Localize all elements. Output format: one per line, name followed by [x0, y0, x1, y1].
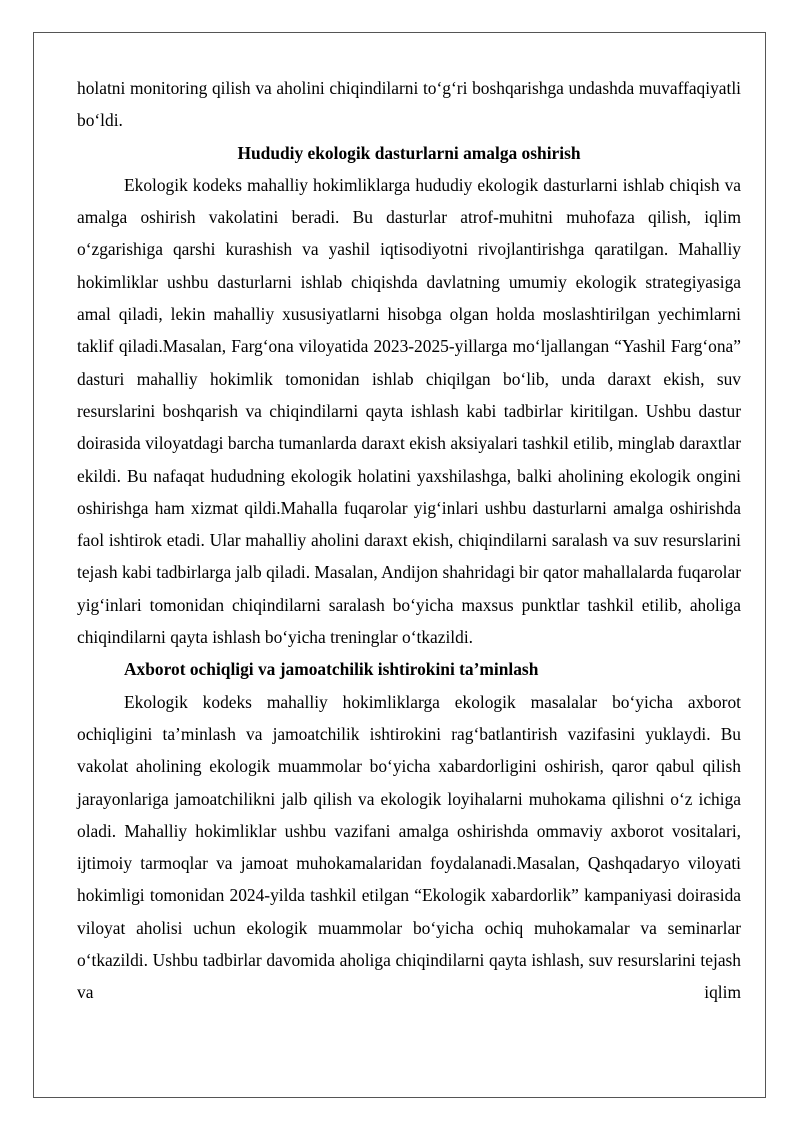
- paragraph-continuation: holatni monitoring qilish va aholini chiqindilarni to‘g‘ri boshqarishga undashda muvaffaqiyatli bo‘ldi.: [77, 78, 741, 131]
- section-heading-information-openness: Axborot ochiqligi va jamoatchilik ishtirokini ta’minlash: [124, 659, 539, 680]
- paragraph-information-openness: Ekologik kodeks mahalliy hokimliklarga ekologik masalalar bo‘yicha axborot ochiqligini ta’minlash va jamoatchilik ishtirokini rag‘batlantirish vazifasini yuklaydi. Bu vakolat aholining ekologik muammolar bo‘yicha xabardorligini oshirish, qaror qabul qilish jarayonlariga jamoatchilikni jalb qilish va ekologik loyihalarni muhokama qilishni o‘z ichiga oladi. Mahalliy hokimliklar ushbu vazifani amalga oshirishda ommaviy axborot vositalari, ijtimoiy tarmoqlar va jamoat muhokamalaridan foydalanadi.Masalan, Qashqadaryo viloyati hokimligi tomonidan 2024-yilda tashkil etilgan “Ekologik xabardorlik” kampaniyasi doirasida viloyat aholisi uchun ekologik muammolar bo‘yicha ochiq muhokamalar va seminarlar o‘tkazildi. Ushbu tadbirlar davomida aholiga chiqindilarni qayta ishlash, suv resurslarini tejash va iqlim: [77, 691, 741, 1003]
- document-body: [77, 72, 741, 1009]
- section-heading-regional-programs: Hududiy ekologik dasturlarni amalga oshirish: [237, 142, 581, 163]
- paragraph-regional-programs: Ekologik kodeks mahalliy hokimliklarga hududiy ekologik dasturlarni ishlab chiqish va amalga oshirish vakolatini beradi. Bu dasturlar atrof-muhitni muhofaza qilish, iqlim o‘zgarishiga qarshi kurashish va yashil iqtisodiyotni rivojlantirishga qaratilgan. Mahalliy hokimliklar ushbu dasturlarni ishlab chiqishda davlatning umumiy ekologik strategiyasiga amal qiladi, lekin mahalliy xususiyatlarni hisobga olgan holda moslashtirilgan yechimlarni taklif qiladi.Masalan, Farg‘ona viloyatida 2023-2025-yillarga mo‘ljallangan “Yashil Farg‘ona” dasturi mahalliy hokimlik tomonidan ishlab chiqilgan bo‘lib, unda daraxt ekish, suv resurslarini boshqarish va chiqindilarni qayta ishlash kabi tadbirlar kiritilgan. Ushbu dastur doirasida viloyatdagi barcha tumanlarda daraxt ekish aksiyalari tashkil etilib, minglab daraxtlar ekildi. Bu nafaqat hududning ekologik holatini yaxshilashga, balki aholining ekologik ongini oshirishga ham xizmat qildi.Mahalla fuqarolar yig‘inlari ushbu dasturlarni amalga oshirishda faol ishtirok etadi. Ular mahalliy aholini daraxt ekish, chiqindilarni saralash va suv resurslarini tejash kabi tadbirlarga jalb qiladi. Masalan, Andijon shahridagi bir qator mahallalarda fuqarolar yig‘inlari tomonidan chiqindilarni saralash bo‘yicha maxsus punktlar tashkil etilib, aholiga chiqindilarni qayta ishlash bo‘yicha treninglar o‘tkazildi.: [77, 174, 741, 648]
